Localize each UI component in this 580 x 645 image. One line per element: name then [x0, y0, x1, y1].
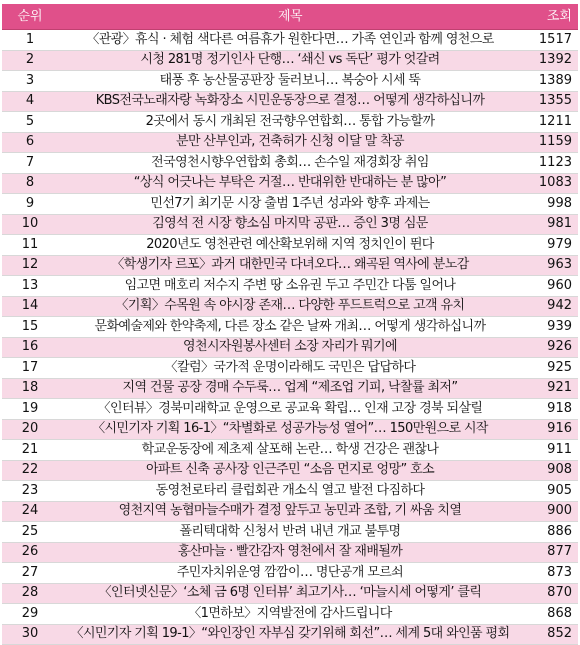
table-row	[2, 153, 578, 174]
row-views: 870	[522, 583, 578, 603]
row-rank: 11	[2, 235, 58, 255]
row-views: 979	[522, 235, 578, 255]
table-row	[2, 584, 578, 605]
row-rank: 15	[2, 317, 58, 337]
row-rank: 23	[2, 481, 58, 501]
row-title-link[interactable]: 2곳에서 동시 개최된 전국향우연합회… 통합 가능할까	[58, 112, 522, 132]
row-views: 1355	[522, 91, 578, 111]
row-views: 963	[522, 255, 578, 275]
table-row	[2, 256, 578, 277]
row-views: 900	[522, 501, 578, 521]
row-title-link[interactable]: 지역 건물 공장 경매 수두룩… 업계 “제조업 기피, 낙찰률 최저”	[58, 378, 522, 398]
row-rank: 6	[2, 132, 58, 152]
table-row	[2, 543, 578, 564]
row-title-link[interactable]: 영천지역 농협마늘수매가 결정 앞두고 농민과 조합, 기 싸움 치열	[58, 501, 522, 521]
row-views: 916	[522, 419, 578, 439]
row-title-link[interactable]: 민선7기 최기문 시장 출범 1주년 성과와 향후 과제는	[58, 194, 522, 214]
table-row	[2, 481, 578, 502]
row-rank: 14	[2, 296, 58, 316]
row-views: 1389	[522, 71, 578, 91]
header-views: 조회	[522, 4, 578, 30]
table-row	[2, 604, 578, 625]
row-title-link[interactable]: 〈인터뷰〉경북미래학교 운영으로 공교육 확립… 인재 고장 경북 되살릴	[58, 399, 522, 419]
table-header	[2, 4, 578, 30]
row-rank: 25	[2, 522, 58, 542]
row-views: 998	[522, 194, 578, 214]
row-title-link[interactable]: 김영석 전 시장 향소심 마지막 공판… 증인 3명 심문	[58, 214, 522, 234]
row-title-link[interactable]: 〈관광〉휴식 · 체험 색다른 여름휴가 원한다면… 가족 연인과 함께 영천으로	[58, 30, 522, 50]
table-row	[2, 194, 578, 215]
table-row	[2, 297, 578, 318]
row-title-link[interactable]: 분만 산부인과, 건축허가 신청 이달 말 착공	[58, 132, 522, 152]
table-row	[2, 625, 578, 645]
row-title-link[interactable]: 전국영천시향우연합회 총회… 손수일 재경회장 취임	[58, 153, 522, 173]
row-rank: 18	[2, 378, 58, 398]
row-views: 926	[522, 337, 578, 357]
row-views: 981	[522, 214, 578, 234]
table-row	[2, 440, 578, 461]
table-row	[2, 174, 578, 195]
row-rank: 19	[2, 399, 58, 419]
row-title-link[interactable]: 폴리텍대학 신청서 반려 내년 개교 불투명	[58, 522, 522, 542]
table-row	[2, 522, 578, 543]
row-title-link[interactable]: 영천시자원봉사센터 소장 자리가 뭐기에	[58, 337, 522, 357]
row-rank: 12	[2, 255, 58, 275]
table-row	[2, 399, 578, 420]
row-title-link[interactable]: 〈학생기자 르포〉과거 대한민국 다녀오다… 왜곡된 역사에 분노감	[58, 255, 522, 275]
row-rank: 30	[2, 624, 58, 644]
row-views: 911	[522, 440, 578, 460]
row-views: 942	[522, 296, 578, 316]
row-rank: 3	[2, 71, 58, 91]
row-rank: 26	[2, 542, 58, 562]
row-views: 886	[522, 522, 578, 542]
row-rank: 27	[2, 563, 58, 583]
row-rank: 2	[2, 50, 58, 70]
row-views: 905	[522, 481, 578, 501]
table-row	[2, 133, 578, 154]
row-views: 921	[522, 378, 578, 398]
table-row	[2, 71, 578, 92]
table-row	[2, 338, 578, 359]
row-rank: 22	[2, 460, 58, 480]
row-views: 1123	[522, 153, 578, 173]
row-views: 960	[522, 276, 578, 296]
row-rank: 20	[2, 419, 58, 439]
table-row	[2, 112, 578, 133]
row-title-link[interactable]: 주민자치위운영 깜깜이… 명단공개 모르쇠	[58, 563, 522, 583]
table-row	[2, 379, 578, 400]
row-views: 918	[522, 399, 578, 419]
table-row	[2, 420, 578, 441]
row-views: 1392	[522, 50, 578, 70]
row-rank: 10	[2, 214, 58, 234]
row-title-link[interactable]: 태풍 후 농산물공판장 둘러보니… 복숭아 시세 뚝	[58, 71, 522, 91]
header-rank: 순위	[2, 4, 58, 30]
row-rank: 5	[2, 112, 58, 132]
row-views: 868	[522, 604, 578, 624]
row-views: 877	[522, 542, 578, 562]
row-title-link[interactable]: 〈인터넷신문〉‘소체 금 6명 인터뷰’ 최고기사… ‘마늘시세 어떻게’ 클릭	[58, 583, 522, 603]
table-row	[2, 563, 578, 584]
row-views: 873	[522, 563, 578, 583]
table-row	[2, 235, 578, 256]
table-row	[2, 276, 578, 297]
row-title-link[interactable]: 학교운동장에 제초제 살포해 논란… 학생 건강은 괜찮나	[58, 440, 522, 460]
table-row	[2, 215, 578, 236]
row-views: 1211	[522, 112, 578, 132]
row-views: 1083	[522, 173, 578, 193]
row-title-link[interactable]: 〈기획〉수목원 속 야시장 존재… 다양한 푸드트럭으로 고객 유치	[58, 296, 522, 316]
row-title-link[interactable]: 문화예술제와 한약축제, 다른 장소 같은 날짜 개최… 어떻게 생각하십니까	[58, 317, 522, 337]
row-title-link[interactable]: 동영천로타리 클럽회관 개소식 열고 발전 다짐하다	[58, 481, 522, 501]
row-rank: 29	[2, 604, 58, 624]
row-rank: 4	[2, 91, 58, 111]
row-rank: 8	[2, 173, 58, 193]
row-rank: 28	[2, 583, 58, 603]
row-title-link[interactable]: 〈시민기자 기획 16-1〉“차별화로 성공가능성 열어”… 150만원으로 시작	[58, 419, 522, 439]
row-rank: 13	[2, 276, 58, 296]
ranking-table	[2, 4, 578, 645]
row-rank: 16	[2, 337, 58, 357]
row-views: 908	[522, 460, 578, 480]
row-views: 925	[522, 358, 578, 378]
row-rank: 17	[2, 358, 58, 378]
row-title-link[interactable]: “상식 어긋나는 부탁은 거절… 반대위한 반대하는 분 많아”	[58, 173, 522, 193]
table-row	[2, 30, 578, 51]
header-title: 제목	[58, 4, 522, 30]
row-views: 939	[522, 317, 578, 337]
row-views: 1159	[522, 132, 578, 152]
table-row	[2, 358, 578, 379]
row-title-link[interactable]: 〈1면하보〉지역발전에 감사드립니다	[58, 604, 522, 624]
row-title-link[interactable]: 2020년도 영천관련 예산확보위해 지역 정치인이 뛴다	[58, 235, 522, 255]
table-row	[2, 502, 578, 523]
row-title-link[interactable]: 〈시민기자 기획 19-1〉“와인장인 자부심 갖기위해 회선”… 세계 5대 와인품 평회	[58, 624, 522, 644]
row-rank: 21	[2, 440, 58, 460]
row-rank: 9	[2, 194, 58, 214]
table-row	[2, 92, 578, 113]
row-title-link[interactable]: 임고면 매호리 저수지 주변 땅 소유권 두고 주민간 다툼 일어나	[58, 276, 522, 296]
row-title-link[interactable]: 〈칼럼〉국가적 운명이라해도 국민은 답답하다	[58, 358, 522, 378]
table-row	[2, 461, 578, 482]
row-title-link[interactable]: KBS전국노래자랑 녹화장소 시민운동장으로 결정… 어떻게 생각하십니까	[58, 91, 522, 111]
row-title-link[interactable]: 아파트 신축 공사장 인근주민 “소음 먼지로 엉망” 호소	[58, 460, 522, 480]
table-body	[2, 30, 578, 645]
table-row	[2, 317, 578, 338]
row-rank: 24	[2, 501, 58, 521]
row-title-link[interactable]: 시청 281명 정기인사 단행… ‘쇄신 vs 독단’ 평가 엇갈려	[58, 50, 522, 70]
row-views: 852	[522, 624, 578, 644]
row-views: 1517	[522, 30, 578, 50]
row-rank: 7	[2, 153, 58, 173]
row-rank: 1	[2, 30, 58, 50]
row-title-link[interactable]: 홍산마늘 · 빨간감자 영천에서 잘 재배될까	[58, 542, 522, 562]
table-row	[2, 51, 578, 72]
